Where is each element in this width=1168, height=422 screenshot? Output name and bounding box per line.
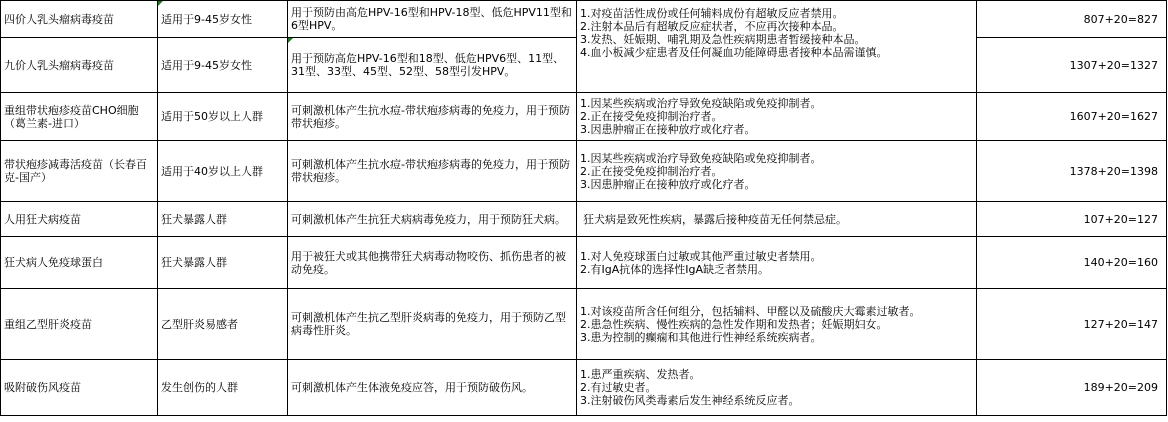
contraindication-line: 3.发热、妊娠期、哺乳期及急性疾病期患者暂缓接种本品。 [580, 33, 866, 46]
target-group-cell[interactable] [158, 38, 288, 93]
price: 189+20=209 [1083, 381, 1158, 394]
price: 140+20=160 [1083, 256, 1158, 269]
price-cell[interactable] [977, 202, 1167, 237]
target-group-cell[interactable] [158, 141, 288, 202]
target-group: 适用于50岁以上人群 [161, 110, 263, 123]
comment-marker-icon [158, 1, 163, 6]
contraindication-cell[interactable] [577, 93, 977, 141]
table-row [1, 202, 1167, 237]
price-cell[interactable] [977, 141, 1167, 202]
vaccine-name: 带状疱疹减毒活疫苗（长春百克-国产） [4, 158, 147, 184]
table-row [1, 237, 1167, 289]
vaccine-name-cell[interactable] [1, 1, 158, 38]
vaccine-name-cell[interactable] [1, 237, 158, 289]
vaccine-name-cell[interactable] [1, 202, 158, 237]
contraindication-line: 2.有IgA抗体的选择性IgA缺乏者禁用。 [580, 262, 769, 276]
effect-cell[interactable] [288, 141, 577, 202]
contraindication-line: 3.注射破伤风类毒素后发生神经系统反应者。 [580, 394, 800, 407]
price-cell[interactable] [977, 1, 1167, 38]
contraindication-line: 2.有过敏史者。 [580, 381, 657, 394]
effect-cell[interactable] [288, 237, 577, 289]
effect-text: 用于预防高危HPV-16型和18型、低危HPV6型、11型、31型、33型、45型、52型、58型引发HPV。 [291, 52, 565, 78]
target-group: 乙型肝炎易感者 [161, 317, 238, 331]
target-group-cell[interactable] [158, 1, 288, 38]
vaccine-name-cell[interactable] [1, 141, 158, 202]
contraindication-cell[interactable] [577, 289, 977, 360]
target-group: 狂犬暴露人群 [161, 212, 227, 226]
contraindication-line: 3.因患肿瘤正在接种放疗或化疗者。 [580, 177, 756, 191]
price: 1607+20=1627 [1069, 110, 1158, 123]
effect-text: 可刺激机体产生抗水痘-带状疱疹病毒的免疫力，用于预防带状疱疹。 [291, 158, 570, 184]
contraindication-line: 2.患急性疾病、慢性疾病的急性发作期和发热者；妊娠期妇女。 [580, 317, 888, 331]
table-row [1, 141, 1167, 202]
effect-cell[interactable] [288, 1, 577, 38]
contraindication-line: 1.对疫苗活性成份或任何辅料成份有超敏反应者禁用。 [580, 7, 844, 20]
contraindication-line: 狂犬病是致死性疾病，暴露后接种疫苗无任何禁忌症。 [583, 212, 847, 226]
contraindication-line: 1.患严重疾病、发热者。 [580, 368, 701, 381]
price-cell[interactable] [977, 38, 1167, 93]
effect-text: 可刺激机体产生抗狂犬病病毒免疫力，用于预防狂犬病。 [291, 212, 566, 226]
vaccine-name: 吸附破伤风疫苗 [4, 381, 81, 394]
effect-cell[interactable] [288, 38, 577, 93]
price-cell[interactable] [977, 237, 1167, 289]
contraindication-cell[interactable] [577, 237, 977, 289]
contraindication-line: 1.对人免疫球蛋白过敏或其他严重过敏史者禁用。 [580, 249, 822, 263]
target-group: 适用于9-45岁女性 [161, 12, 252, 26]
contraindication-line: 4.血小板减少症患者及任何凝血功能障碍患者接种本品需谨慎。 [580, 46, 888, 59]
vaccine-name-cell[interactable] [1, 360, 158, 416]
contraindication-cell[interactable] [577, 202, 977, 237]
vaccine-name: 狂犬病人免疫球蛋白 [4, 256, 103, 269]
vaccine-name-cell[interactable] [1, 289, 158, 360]
effect-cell[interactable] [288, 202, 577, 237]
price-cell[interactable] [977, 93, 1167, 141]
effect-cell[interactable] [288, 289, 577, 360]
price: 107+20=127 [1083, 212, 1158, 226]
price: 807+20=827 [1083, 12, 1158, 26]
contraindication-cell[interactable] [577, 360, 977, 416]
target-group-cell[interactable] [158, 93, 288, 141]
target-group-cell[interactable] [158, 289, 288, 360]
target-group: 适用于40岁以上人群 [161, 164, 263, 178]
effect-cell[interactable] [288, 93, 577, 141]
contraindication-line: 2.注射本品后有超敏反应症状者，不应再次接种本品。 [580, 20, 844, 33]
contraindication-line: 3.因患肿瘤正在接种放疗或化疗者。 [580, 123, 756, 136]
target-group-cell[interactable] [158, 237, 288, 289]
contraindication-line: 1.因某些疾病或治疗导致免疫缺陷或免疫抑制者。 [580, 151, 822, 165]
contraindication-line: 3.患为控制的癫痫和其他进行性神经系统疾病者。 [580, 330, 822, 344]
target-group: 狂犬暴露人群 [161, 256, 227, 269]
effect-text: 可刺激机体产生体液免疫应答，用于预防破伤风。 [291, 381, 533, 394]
contraindication-cell[interactable] [577, 1, 977, 93]
price-cell[interactable] [977, 289, 1167, 360]
vaccine-name: 人用狂犬病疫苗 [4, 212, 81, 226]
price: 127+20=147 [1083, 317, 1158, 331]
comment-marker-icon [288, 38, 293, 43]
price-cell[interactable] [977, 360, 1167, 416]
vaccine-name-cell[interactable] [1, 93, 158, 141]
target-group-cell[interactable] [158, 202, 288, 237]
table-row [1, 289, 1167, 360]
effect-text: 可刺激机体产生抗水痘-带状疱疹病毒的免疫力，用于预防带状疱疹。 [291, 103, 570, 130]
target-group-cell[interactable] [158, 360, 288, 416]
contraindication-line: 2.正在接受免疫抑制治疗者。 [580, 110, 723, 123]
target-group: 适用于9-45岁女性 [161, 58, 252, 72]
effect-text: 用于被狂犬或其他携带狂犬病毒动物咬伤、抓伤患者的被动免疫。 [291, 249, 566, 276]
price: 1378+20=1398 [1069, 164, 1158, 178]
price: 1307+20=1327 [1069, 58, 1158, 72]
vaccine-name: 四价人乳头瘤病毒疫苗 [4, 12, 114, 26]
effect-text: 用于预防由高危HPV-16型和HPV-18型、低危HPV11型和6型HPV。 [291, 6, 572, 32]
table-row [1, 360, 1167, 416]
effect-cell[interactable] [288, 360, 577, 416]
contraindication-cell[interactable] [577, 141, 977, 202]
vaccine-name: 重组带状疱疹疫苗CHO细胞（葛兰素-进口） [4, 103, 139, 130]
table-row [1, 1, 1167, 38]
contraindication-line: 1.因某些疾病或治疗导致免疫缺陷或免疫抑制者。 [580, 97, 822, 110]
vaccine-name: 九价人乳头瘤病毒疫苗 [4, 58, 114, 72]
vaccine-name-cell[interactable] [1, 38, 158, 93]
vaccine-name: 重组乙型肝炎疫苗 [4, 317, 92, 331]
contraindication-line: 2.正在接受免疫抑制治疗者。 [580, 164, 723, 178]
effect-text: 可刺激机体产生抗乙型肝炎病毒的免疫力，用于预防乙型病毒性肝炎。 [291, 311, 566, 337]
target-group: 发生创伤的人群 [161, 381, 238, 394]
contraindication-line: 1.对该疫苗所含任何组分，包括辅料、甲醛以及硫酸庆大霉素过敏者。 [580, 304, 921, 318]
table-row [1, 93, 1167, 141]
